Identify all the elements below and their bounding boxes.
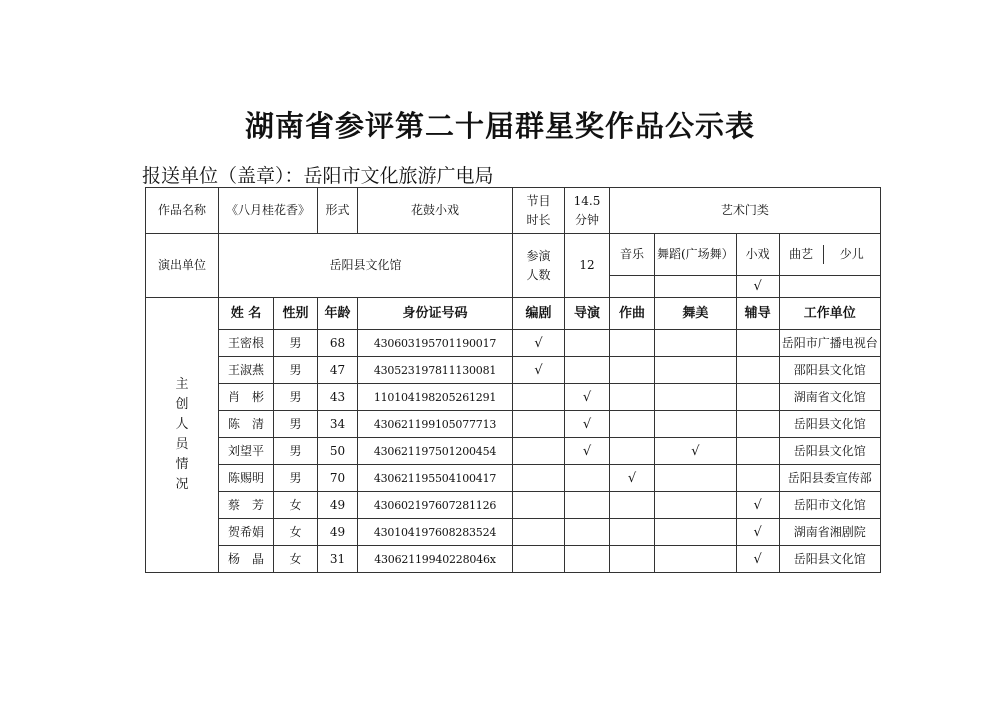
cell-id: 430104197608283524 (358, 519, 513, 546)
cell-name: 陈 清 (219, 411, 274, 438)
cell-director (565, 492, 610, 519)
cell-writer: √ (513, 357, 565, 384)
cell-composer (610, 384, 655, 411)
section-label: 主创人员情况 (146, 298, 219, 573)
col-header-director: 导演 (565, 298, 610, 330)
category-music-mark (610, 276, 655, 298)
col-header-gender: 性别 (274, 298, 318, 330)
cell-age: 34 (318, 411, 358, 438)
category-play: 小戏 (736, 234, 779, 276)
cell-stage (655, 492, 737, 519)
work-name: 《八月桂花香》 (219, 188, 318, 234)
category-label: 艺术门类 (610, 188, 881, 234)
cell-age: 49 (318, 492, 358, 519)
cell-writer (513, 411, 565, 438)
form-value: 花鼓小戏 (358, 188, 513, 234)
category-quyi-mark (779, 276, 880, 298)
form-label: 形式 (318, 188, 358, 234)
category-dance: 舞蹈(广场舞） (655, 234, 737, 276)
cell-id: 430621195504100417 (358, 465, 513, 492)
cell-composer (610, 546, 655, 573)
table-row (146, 384, 881, 411)
cell-composer (610, 492, 655, 519)
cell-coach (736, 465, 779, 492)
table-row (146, 411, 881, 438)
cell-writer (513, 384, 565, 411)
cell-age: 68 (318, 330, 358, 357)
category-children-label: 少儿 (823, 245, 880, 264)
category-quyi-label: 曲艺 (789, 247, 814, 261)
table-row (146, 546, 881, 573)
cell-composer (610, 357, 655, 384)
cell-director (565, 546, 610, 573)
category-dance-mark (655, 276, 737, 298)
cell-age: 31 (318, 546, 358, 573)
cell-composer: √ (610, 465, 655, 492)
cell-gender: 男 (274, 330, 318, 357)
cell-gender: 男 (274, 384, 318, 411)
cell-composer (610, 411, 655, 438)
cell-director: √ (565, 384, 610, 411)
cell-composer (610, 438, 655, 465)
cell-writer (513, 438, 565, 465)
cell-id: 430603195701190017 (358, 330, 513, 357)
cell-name: 刘望平 (219, 438, 274, 465)
cell-gender: 男 (274, 438, 318, 465)
cell-gender: 女 (274, 546, 318, 573)
cell-coach: √ (736, 519, 779, 546)
cell-id: 43062119940228046x (358, 546, 513, 573)
cell-director (565, 519, 610, 546)
cell-gender: 女 (274, 492, 318, 519)
cell-writer: √ (513, 330, 565, 357)
cell-id: 430621199105077713 (358, 411, 513, 438)
table-row (146, 330, 881, 357)
cell-director (565, 465, 610, 492)
table-row (146, 519, 881, 546)
cell-coach (736, 438, 779, 465)
performer-value: 岳阳县文化馆 (219, 234, 513, 298)
col-header-writer: 编剧 (513, 298, 565, 330)
work-name-label: 作品名称 (146, 188, 219, 234)
table-row (146, 357, 881, 384)
cell-writer (513, 465, 565, 492)
cell-name: 陈赐明 (219, 465, 274, 492)
cell-work: 邵阳县文化馆 (779, 357, 880, 384)
col-header-id: 身份证号码 (358, 298, 513, 330)
cell-age: 70 (318, 465, 358, 492)
cell-work: 岳阳县文化馆 (779, 546, 880, 573)
cell-writer (513, 546, 565, 573)
cell-composer (610, 519, 655, 546)
duration-value: 14.5 分钟 (565, 188, 610, 234)
cell-writer (513, 519, 565, 546)
cell-id: 430523197811130081 (358, 357, 513, 384)
cell-work: 岳阳市文化馆 (779, 492, 880, 519)
cell-stage (655, 465, 737, 492)
cell-composer (610, 330, 655, 357)
col-header-work: 工作单位 (779, 298, 880, 330)
cell-name: 肖 彬 (219, 384, 274, 411)
cell-work: 岳阳市广播电视台 (779, 330, 880, 357)
creators-header-row (146, 298, 881, 330)
cell-coach (736, 411, 779, 438)
info-section (146, 188, 881, 298)
cell-name: 贺希娟 (219, 519, 274, 546)
cell-stage (655, 384, 737, 411)
category-quyi (779, 234, 880, 276)
col-header-age: 年龄 (318, 298, 358, 330)
cell-age: 50 (318, 438, 358, 465)
col-header-composer: 作曲 (610, 298, 655, 330)
cell-work: 湖南省文化馆 (779, 384, 880, 411)
cell-coach: √ (736, 546, 779, 573)
cell-id: 430602197607281126 (358, 492, 513, 519)
category-music: 音乐 (610, 234, 655, 276)
cell-age: 43 (318, 384, 358, 411)
cell-name: 王密根 (219, 330, 274, 357)
cell-work: 湖南省湘剧院 (779, 519, 880, 546)
cell-work: 岳阳县文化馆 (779, 438, 880, 465)
category-play-mark: √ (736, 276, 779, 298)
cell-name: 王淑燕 (219, 357, 274, 384)
creators-section (146, 298, 881, 573)
cell-stage (655, 357, 737, 384)
cell-id: 430621197501200454 (358, 438, 513, 465)
performer-label: 演出单位 (146, 234, 219, 298)
cell-director (565, 357, 610, 384)
cell-stage: √ (655, 438, 737, 465)
cell-work: 岳阳县委宣传部 (779, 465, 880, 492)
cell-gender: 女 (274, 519, 318, 546)
cell-gender: 男 (274, 465, 318, 492)
cell-stage (655, 411, 737, 438)
cell-coach (736, 384, 779, 411)
cell-coach (736, 357, 779, 384)
table-row (146, 438, 881, 465)
table-row (146, 492, 881, 519)
cell-age: 49 (318, 519, 358, 546)
cell-director (565, 330, 610, 357)
participants-label: 参演 人数 (513, 234, 565, 298)
cell-coach: √ (736, 492, 779, 519)
cell-writer (513, 492, 565, 519)
cell-gender: 男 (274, 357, 318, 384)
col-header-name: 姓 名 (219, 298, 274, 330)
cell-work: 岳阳县文化馆 (779, 411, 880, 438)
cell-stage (655, 330, 737, 357)
cell-coach (736, 330, 779, 357)
cell-stage (655, 546, 737, 573)
col-header-coach: 辅导 (736, 298, 779, 330)
cell-stage (655, 519, 737, 546)
table-row (146, 465, 881, 492)
cell-director: √ (565, 411, 610, 438)
duration-label: 节目 时长 (513, 188, 565, 234)
cell-name: 蔡 芳 (219, 492, 274, 519)
participants-value: 12 (565, 234, 610, 298)
cell-id: 110104198205261291 (358, 384, 513, 411)
works-table (145, 187, 881, 573)
submitting-unit: 报送单位（盖章）：岳阳市文化旅游广电局 (142, 165, 494, 187)
col-header-stage: 舞美 (655, 298, 737, 330)
cell-age: 47 (318, 357, 358, 384)
cell-gender: 男 (274, 411, 318, 438)
cell-name: 杨 晶 (219, 546, 274, 573)
page-title: 湖南省参评第二十届群星奖作品公示表 (244, 109, 755, 143)
cell-director: √ (565, 438, 610, 465)
